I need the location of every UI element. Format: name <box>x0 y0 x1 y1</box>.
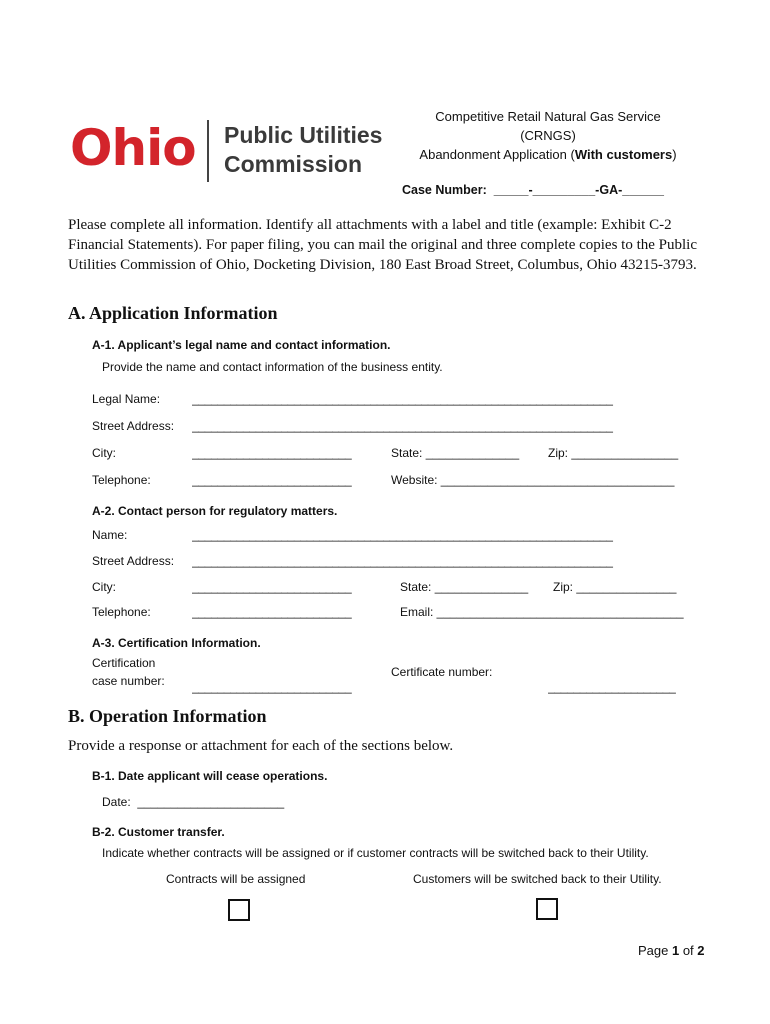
b1-date-field[interactable]: Date: ______________________ <box>102 795 285 809</box>
a3-cert-case-field[interactable]: _________________________ <box>192 680 352 694</box>
a2-zip-field[interactable]: Zip: _______________ <box>553 580 677 594</box>
b2-note: Indicate whether contracts will be assigned or if customer contracts will be switched back to their Utility. <box>102 846 649 860</box>
b2-assigned-checkbox[interactable] <box>228 899 250 921</box>
page-number <box>638 943 705 958</box>
a2-street-field[interactable]: __________________________________________________________________ <box>192 554 613 568</box>
a1-note: Provide the name and contact information of the business entity. <box>102 360 443 374</box>
logo-line-public-utilities: Public Utilities <box>224 122 383 148</box>
b2-option-assigned-label: Contracts will be assigned <box>166 872 306 886</box>
ohio-logo-wordmark: Ohio <box>70 119 196 177</box>
a1-title: A-1. Applicant’s legal name and contact information. <box>92 338 391 352</box>
header-line-3 <box>398 145 698 164</box>
a2-city-field[interactable]: _________________________ <box>192 580 352 594</box>
b2-title: B-2. Customer transfer. <box>92 825 225 839</box>
intro-paragraph: Please complete all information. Identify all attachments with a label and title (example: Exhibit C-2 Financial Statements). For paper filing, you can mail the original and three complete copies to the Public Utilities Commission of Ohio, Docketing Division, 180 East Broad Street, Columbus, Ohio 43215-3793. <box>68 217 697 273</box>
a3-title: A-3. Certification Information. <box>92 636 261 650</box>
header-line-1: Competitive Retail Natural Gas Service <box>435 109 661 124</box>
case-number: Case Number: _____-_________-GA-______ <box>402 183 664 197</box>
section-b-intro: Provide a response or attachment for each of the sections below. <box>68 738 454 754</box>
page-of: of <box>679 943 698 958</box>
a2-street-label: Street Address: <box>92 554 175 568</box>
a2-city-label: City: <box>92 580 116 594</box>
a1-telephone-field[interactable]: _________________________ <box>192 473 352 487</box>
header-line-3-suffix: ) <box>672 147 677 162</box>
a2-title: A-2. Contact person for regulatory matters. <box>92 504 338 518</box>
a1-legal-name-label: Legal Name: <box>92 392 161 406</box>
header-line-2: (CRNGS) <box>520 128 576 143</box>
b2-option-switched-label: Customers will be switched back to their Utility. <box>413 872 662 886</box>
a1-zip-field[interactable]: Zip: ________________ <box>548 446 679 460</box>
b2-switched-checkbox[interactable] <box>536 898 558 920</box>
a2-name-field[interactable]: __________________________________________________________________ <box>192 528 613 542</box>
a1-city-field[interactable]: _________________________ <box>192 446 352 460</box>
a3-cert-label-line2: case number: <box>92 674 165 688</box>
a2-telephone-field[interactable]: _________________________ <box>192 605 352 619</box>
logo-divider <box>207 120 209 182</box>
a1-telephone-label: Telephone: <box>92 473 151 487</box>
a1-street-field[interactable]: __________________________________________________________________ <box>192 419 613 433</box>
logo-line-commission: Commission <box>224 151 363 177</box>
page-prefix: Page <box>638 943 672 958</box>
page-total: 2 <box>697 943 705 958</box>
a3-cert-label-line1: Certification <box>92 656 156 670</box>
a1-city-label: City: <box>92 446 116 460</box>
a3-cert-number-label: Certificate number: <box>391 665 493 679</box>
a1-street-label: Street Address: <box>92 419 175 433</box>
a2-telephone-label: Telephone: <box>92 605 151 619</box>
section-b-title: B. Operation Information <box>68 706 267 726</box>
a1-state-field[interactable]: State: ______________ <box>391 446 520 460</box>
header-line-3-bold: With customers <box>574 147 673 162</box>
a3-cert-number-field[interactable]: ____________________ <box>548 680 676 694</box>
a1-legal-name-field[interactable]: __________________________________________________________________ <box>192 392 613 406</box>
page-current: 1 <box>671 943 680 958</box>
header-line-3-prefix: Abandonment Application ( <box>419 147 575 162</box>
a1-website-field[interactable]: Website: ___________________________________ <box>391 473 675 487</box>
b1-title: B-1. Date applicant will cease operations. <box>92 769 328 783</box>
a2-state-field[interactable]: State: ______________ <box>400 580 529 594</box>
section-a-title: A. Application Information <box>68 303 278 323</box>
a2-name-label: Name: <box>92 528 128 542</box>
a2-email-field[interactable]: Email: _____________________________________ <box>400 605 684 619</box>
